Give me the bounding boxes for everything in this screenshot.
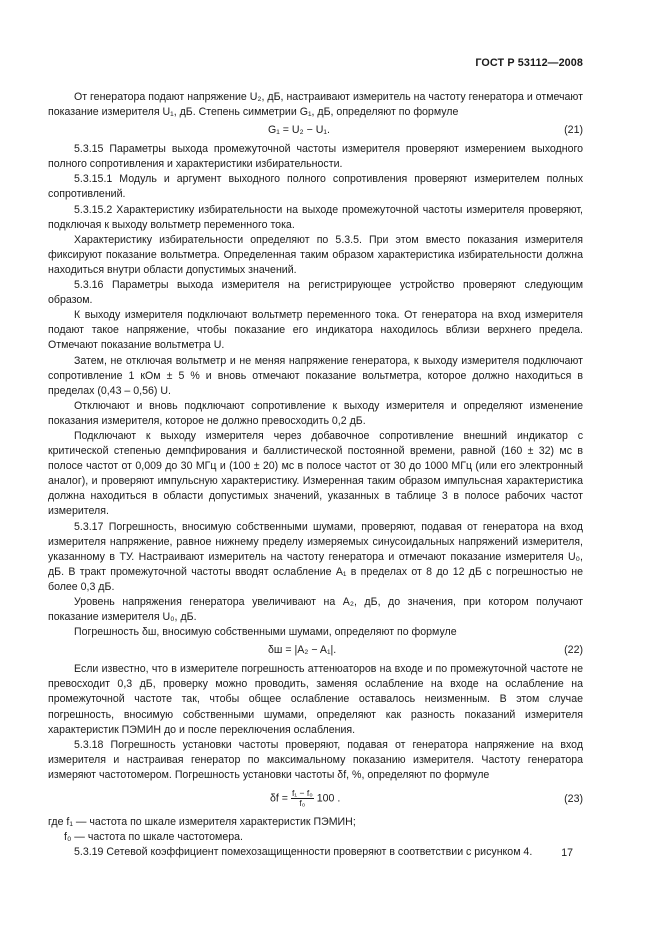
page-number: 17 xyxy=(561,847,573,859)
paragraph: 5.3.15 Параметры выхода промежуточной частоты измерителя проверяют измерением выходного полного сопротивления и характеристики избирательности. xyxy=(48,143,583,171)
paragraph: От генератора подают напряжение U₂, дБ, настраивают измеритель на частоту генератора и отмечают показание измерителя U₁, дБ. Степень симметрии G₁, дБ, определяют по формуле xyxy=(48,91,583,119)
paragraph: 5.3.18 Погрешность установки частоты проверяют, подавая от генератора напряжение на вход измерителя и настраивая генератор по максимальному показанию измерителя. Частоту генератора измеряют частотомером. Погрешность установки частоты δf, %, определяют по формуле xyxy=(48,738,583,781)
paragraph: 5.3.16 Параметры выхода измерителя на регистрирующее устройство проверяют следующим образом. xyxy=(48,279,583,307)
formula-22 xyxy=(48,640,583,662)
paragraph: 5.3.19 Сетевой коэффициент помехозащищенности проверяют в соответствии с рисунком 4. xyxy=(74,846,533,859)
paragraph: К выходу измерителя подключают вольтметр переменного тока. От генератора на вход измерителя подают такое напряжение, чтобы показание его индикатора находилось вблизи верхнего предела. Отмечают показание вольтметра U. xyxy=(48,309,583,352)
formula-expression xyxy=(270,789,340,808)
formula-lhs: δf = xyxy=(270,792,288,805)
fraction-numerator: f₁ − f₀ xyxy=(291,788,313,799)
formula-21 xyxy=(48,120,583,142)
formula-23 xyxy=(48,783,583,815)
formula-fraction xyxy=(291,789,314,808)
definition-line: где f₁ — частота по шкале измерителя характеристик ПЭМИН; xyxy=(48,816,356,829)
formula-expression: G₁ = U₂ − U₁. xyxy=(268,124,330,137)
paragraph: Отключают и вновь подключают сопротивление к выходу измерителя и определяют изменение показания измерителя, которое не должно превосходить 0,2 дБ. xyxy=(48,399,583,427)
formula-number: (22) xyxy=(564,644,583,657)
formula-number: (21) xyxy=(564,124,583,137)
paragraph: Подключают к выходу измерителя через добавочное сопротивление внешний индикатор с критической степенью демпфирования и баллистической постоянной времени, равной (160 ± 32) мс в полосе частот от 0,009 до 30 МГц и (100 ± 20) мс в полосе частот от 30 до 1000 МГц (или его электронный аналог), и проверяют импульсную характеристику. Измеренная таким образом импульсная характеристика должна находиться в области допустимых значений, указанных в таблице 3 в полосе рабочих частот измерителя. xyxy=(48,429,583,518)
paragraph: 5.3.17 Погрешность, вносимую собственными шумами, проверяют, подавая от генератора на вход измерителя напряжение, равное нижнему пределу измеряемых синусоидальных напряжений измерителя, указанному в ТУ. Настраивают измеритель на частоту генератора и отмечают показание измерителя U₀, дБ. В тракт промежуточной частоты вводят ослабление A₁ в пределах от 8 до 12 дБ с погрешностью не более 0,3 дБ. xyxy=(48,520,583,593)
fraction-denominator: f₀ xyxy=(299,798,306,809)
paragraph: Характеристику избирательности определяют по 5.3.5. При этом вместо показания измерителя фиксируют показание вольтметра. Определенная таким образом характеристика избирательности должна находиться внутри области допустимых значений. xyxy=(48,233,583,276)
page-body xyxy=(48,90,583,860)
paragraph: 5.3.15.2 Характеристику избирательности на выходе промежуточной частоты измерителя проверяют, подключая к выходу вольтметр переменного тока. xyxy=(48,203,583,231)
paragraph: Уровень напряжения генератора увеличивают на A₂, дБ, до значения, при котором получают показание измерителя U₀, дБ. xyxy=(48,596,583,624)
document-header: ГОСТ Р 53112—2008 xyxy=(475,57,583,69)
paragraph: 5.3.15.1 Модуль и аргумент выходного полного сопротивления проверяют измерителем полных сопротивлений. xyxy=(48,173,583,201)
definition-line: f₀ — частота по шкале частотомера. xyxy=(64,831,243,844)
formula-expression: δш = |A₂ − A₁|. xyxy=(268,644,337,657)
formula-tail: 100 . xyxy=(316,792,341,805)
paragraph: Погрешность δш, вносимую собственными шумами, определяют по формуле xyxy=(74,626,457,639)
paragraph: Затем, не отключая вольтметр и не меняя напряжение генератора, к выходу измерителя подключают сопротивление 1 кОм ± 5 % и вновь отмечают показание вольтметра, которое должно находиться в пределах (0,43 – 0,56) U. xyxy=(48,354,583,397)
formula-number: (23) xyxy=(564,793,583,806)
paragraph: Если известно, что в измерителе погрешность аттенюаторов на входе и по промежуточной частоте не превосходит 0,3 дБ, проверку можно проводить, заменяя ослабление на входе на ослабление на промежуточной частоте так, чтобы общее ослабление оставалось неизменным. В этом случае погрешность, вносимую собственными шумами, определяют как разность показаний измерителя характеристик ПЭМИН до и после переключения ослабления. xyxy=(48,663,583,736)
